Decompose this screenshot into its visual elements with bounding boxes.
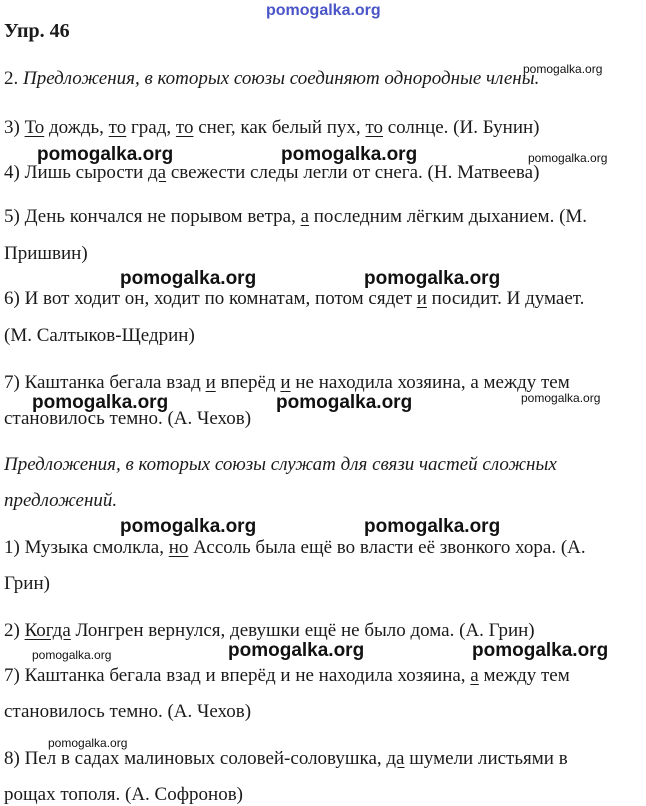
watermark: pomogalka.org bbox=[37, 144, 174, 165]
sentence-8-cont: рощах тополя. (А. Софронов) bbox=[4, 784, 244, 805]
sentence-5: 5) День кончался не порывом ветра, а последним лёгким дыханием. (М. bbox=[4, 206, 588, 227]
section2-heading-cont: предложений. bbox=[4, 490, 118, 511]
sentence-5-cont: Пришвин) bbox=[4, 243, 88, 264]
watermark: pomogalka.org bbox=[120, 268, 257, 289]
sentence-8: 8) Пел в садах малиновых соловей-соловушка, да шумели листьями в bbox=[4, 748, 568, 769]
sentence-7b-cont: становилось темно. (А. Чехов) bbox=[4, 701, 252, 722]
sentence-2b: 2) Когда Лонгрен вернулся, девушки ещё не было дома. (А. Грин) bbox=[4, 620, 535, 641]
watermark: pomogalka.org bbox=[364, 516, 501, 537]
watermark: pomogalka.org bbox=[364, 268, 501, 289]
sentence-3: 3) То дождь, то град, то снег, как белый пух, то солнце. (И. Бунин) bbox=[4, 117, 540, 138]
section1-heading-text: Предложения, в которых союзы соединяют однородные члены. bbox=[23, 68, 540, 89]
sentence-1b: 1) Музыка смолкла, но Ассоль была ещё во власти её звонкого хора. (А. bbox=[4, 537, 586, 558]
watermark: pomogalka.org bbox=[32, 392, 169, 413]
section1-number: 2. bbox=[4, 68, 23, 89]
watermark-small: pomogalka.org bbox=[528, 151, 608, 165]
watermark: pomogalka.org bbox=[120, 516, 257, 537]
sentence-6: 6) И вот ходит он, ходит по комнатам, потом сядет и посидит. И думает. bbox=[4, 288, 585, 309]
sentence-6-cont: (М. Салтыков-Щедрин) bbox=[4, 325, 195, 346]
sentence-1b-cont: Грин) bbox=[4, 573, 50, 594]
watermark: pomogalka.org bbox=[276, 392, 413, 413]
watermark-small: pomogalka.org bbox=[521, 391, 601, 405]
watermark: pomogalka.org bbox=[281, 144, 418, 165]
section1-heading bbox=[4, 68, 539, 90]
watermark: pomogalka.org bbox=[472, 640, 609, 661]
sentence-4: 4) Лишь сырости да свежести следы легли от снега. (Н. Матвеева) bbox=[4, 162, 540, 183]
sentence-7b: 7) Каштанка бегала взад и вперёд и не находила хозяина, а между тем bbox=[4, 665, 570, 686]
section2-heading: Предложения, в которых союзы служат для связи частей сложных bbox=[4, 454, 557, 475]
watermark: pomogalka.org bbox=[228, 640, 365, 661]
sentence-7a-cont: становилось темно. (А. Чехов) bbox=[4, 408, 252, 429]
watermark-small: pomogalka.org bbox=[523, 62, 603, 76]
sentence-7a: 7) Каштанка бегала взад и вперёд и не находила хозяина, а между тем bbox=[4, 372, 570, 393]
watermark-top: pomogalka.org bbox=[266, 2, 381, 19]
exercise-title: Упр. 46 bbox=[4, 20, 70, 42]
watermark-small: pomogalka.org bbox=[48, 736, 128, 750]
watermark-small: pomogalka.org bbox=[32, 648, 112, 662]
